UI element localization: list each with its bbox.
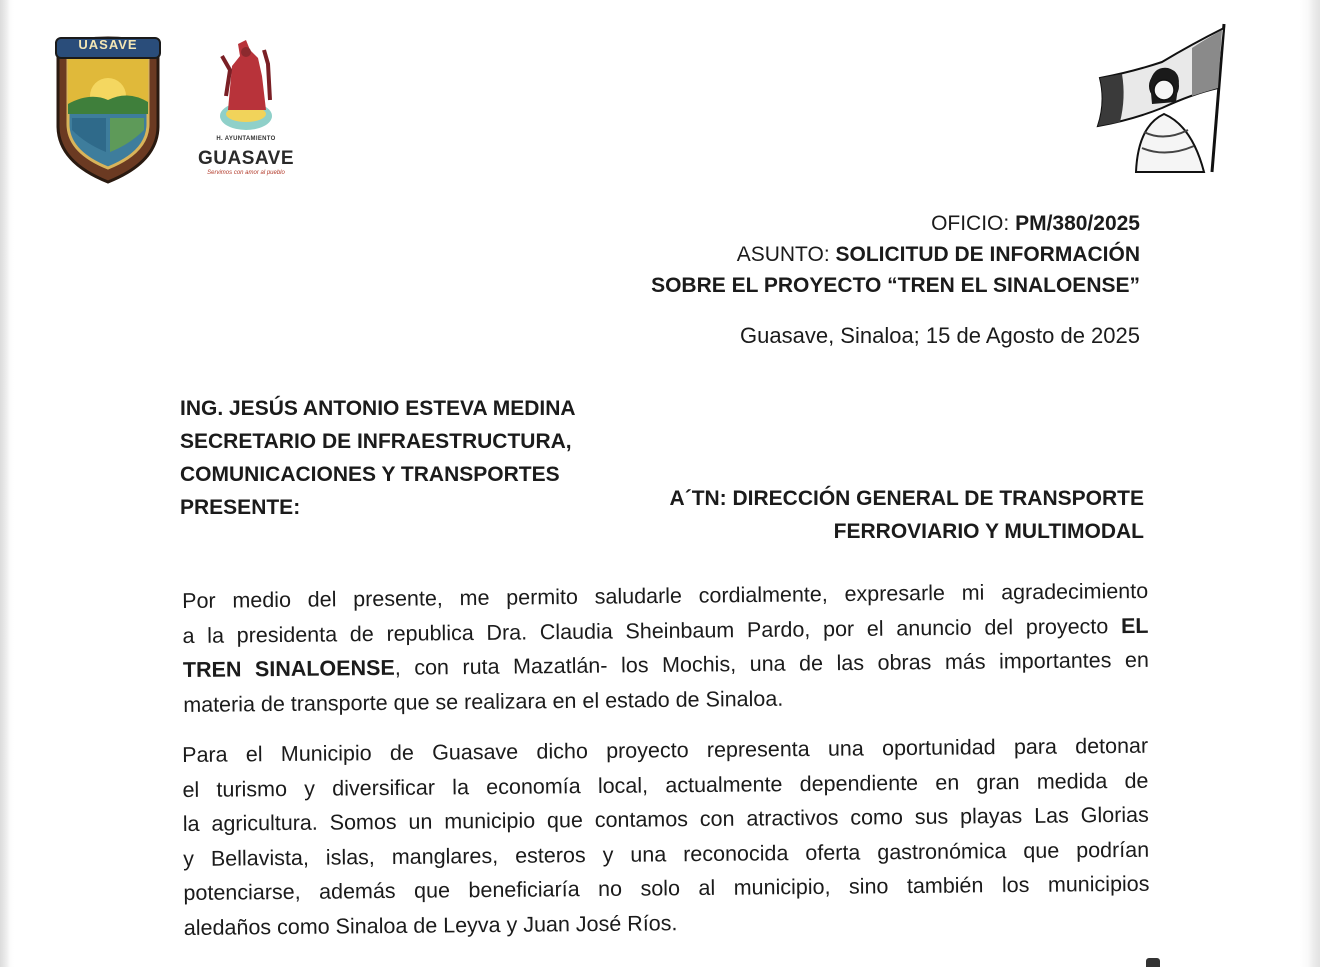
addressee-name: ING. JESÚS ANTONIO ESTEVA MEDINA xyxy=(180,397,576,420)
oficio-number: PM/380/2025 xyxy=(1015,212,1140,235)
document-date: Guasave, Sinaloa; 15 de Agosto de 2025 xyxy=(740,323,1140,348)
oficio-line xyxy=(500,208,1140,239)
asunto-line xyxy=(500,239,1140,270)
addressee-title-2: COMUNICACIONES Y TRANSPORTES xyxy=(180,463,560,486)
shield-label: UASAVE xyxy=(78,37,138,52)
municipality-slogan: Servimos con amor al pueblo xyxy=(207,170,285,176)
asunto-line-2: SOBRE EL PROYECTO “TREN EL SINALOENSE” xyxy=(651,274,1140,297)
p2-line-3: la agricultura. Somos un municipio que contamos con atractivos como sus playas Las Glorias xyxy=(182,802,1149,836)
heroine-with-flag-icon xyxy=(1092,22,1232,178)
office-metadata xyxy=(500,208,1140,301)
attention-block xyxy=(584,482,1144,548)
p1-line-3-bold: TREN SINALOENSE xyxy=(182,655,395,682)
addressee-presente: PRESENTE: xyxy=(180,496,301,519)
p1-line-1: Por medio del presente, me permito saludarle cordialmente, expresarle mi agradecimiento xyxy=(182,578,1149,613)
ayuntamiento-subtitle: H. AYUNTAMIENTO xyxy=(216,136,276,142)
ayuntamiento-emblem-icon xyxy=(188,36,304,184)
p1-line-2-text: a la presidenta de republica Dra. Claudia Sheinbaum Pardo, por el anuncio del proyecto xyxy=(182,613,1122,648)
p1-line-2-bold: EL xyxy=(1120,613,1149,638)
attention-line-2: FERROVIARIO Y MULTIMODAL xyxy=(833,520,1144,543)
p1-line-4: materia de transporte que se realizara en el estado de Sinaloa. xyxy=(183,686,784,717)
municipal-shield-icon xyxy=(50,34,166,184)
p2-line-5: potenciarse, además que beneficiaría no solo al municipio, sino también los municipios xyxy=(183,871,1150,905)
p1-line-3-text: , con ruta Mazatlán- los Mochis, una de las obras más importantes en xyxy=(394,647,1149,680)
body-paragraph-1 xyxy=(182,574,1149,722)
page-right-shadow xyxy=(1308,0,1320,967)
asunto-label: ASUNTO: xyxy=(736,243,836,266)
page-left-shadow xyxy=(0,0,10,967)
p2-line-6: aledaños como Sinaloa de Leyva y Juan José Ríos. xyxy=(183,910,678,940)
addressee-title-1: SECRETARIO DE INFRAESTRUCTURA, xyxy=(180,430,572,453)
p2-line-4: y Bellavista, islas, manglares, esteros y una reconocida oferta gastronómica que podrían xyxy=(183,837,1150,871)
p2-line-1: Para el Municipio de Guasave dicho proyecto representa una oportunidad para detonar xyxy=(182,733,1149,767)
partial-text-fragment xyxy=(1146,958,1160,967)
p2-line-2: el turismo y diversificar la economía local, actualmente dependiente en gran medida de xyxy=(182,768,1149,802)
oficio-label: OFICIO: xyxy=(931,212,1016,235)
body-paragraph-2 xyxy=(182,729,1150,945)
asunto-line-1: SOLICITUD DE INFORMACIÓN xyxy=(835,243,1140,266)
municipality-name: GUASAVE xyxy=(197,148,295,169)
attention-line-1: A´TN: DIRECCIÓN GENERAL DE TRANSPORTE xyxy=(669,487,1144,510)
